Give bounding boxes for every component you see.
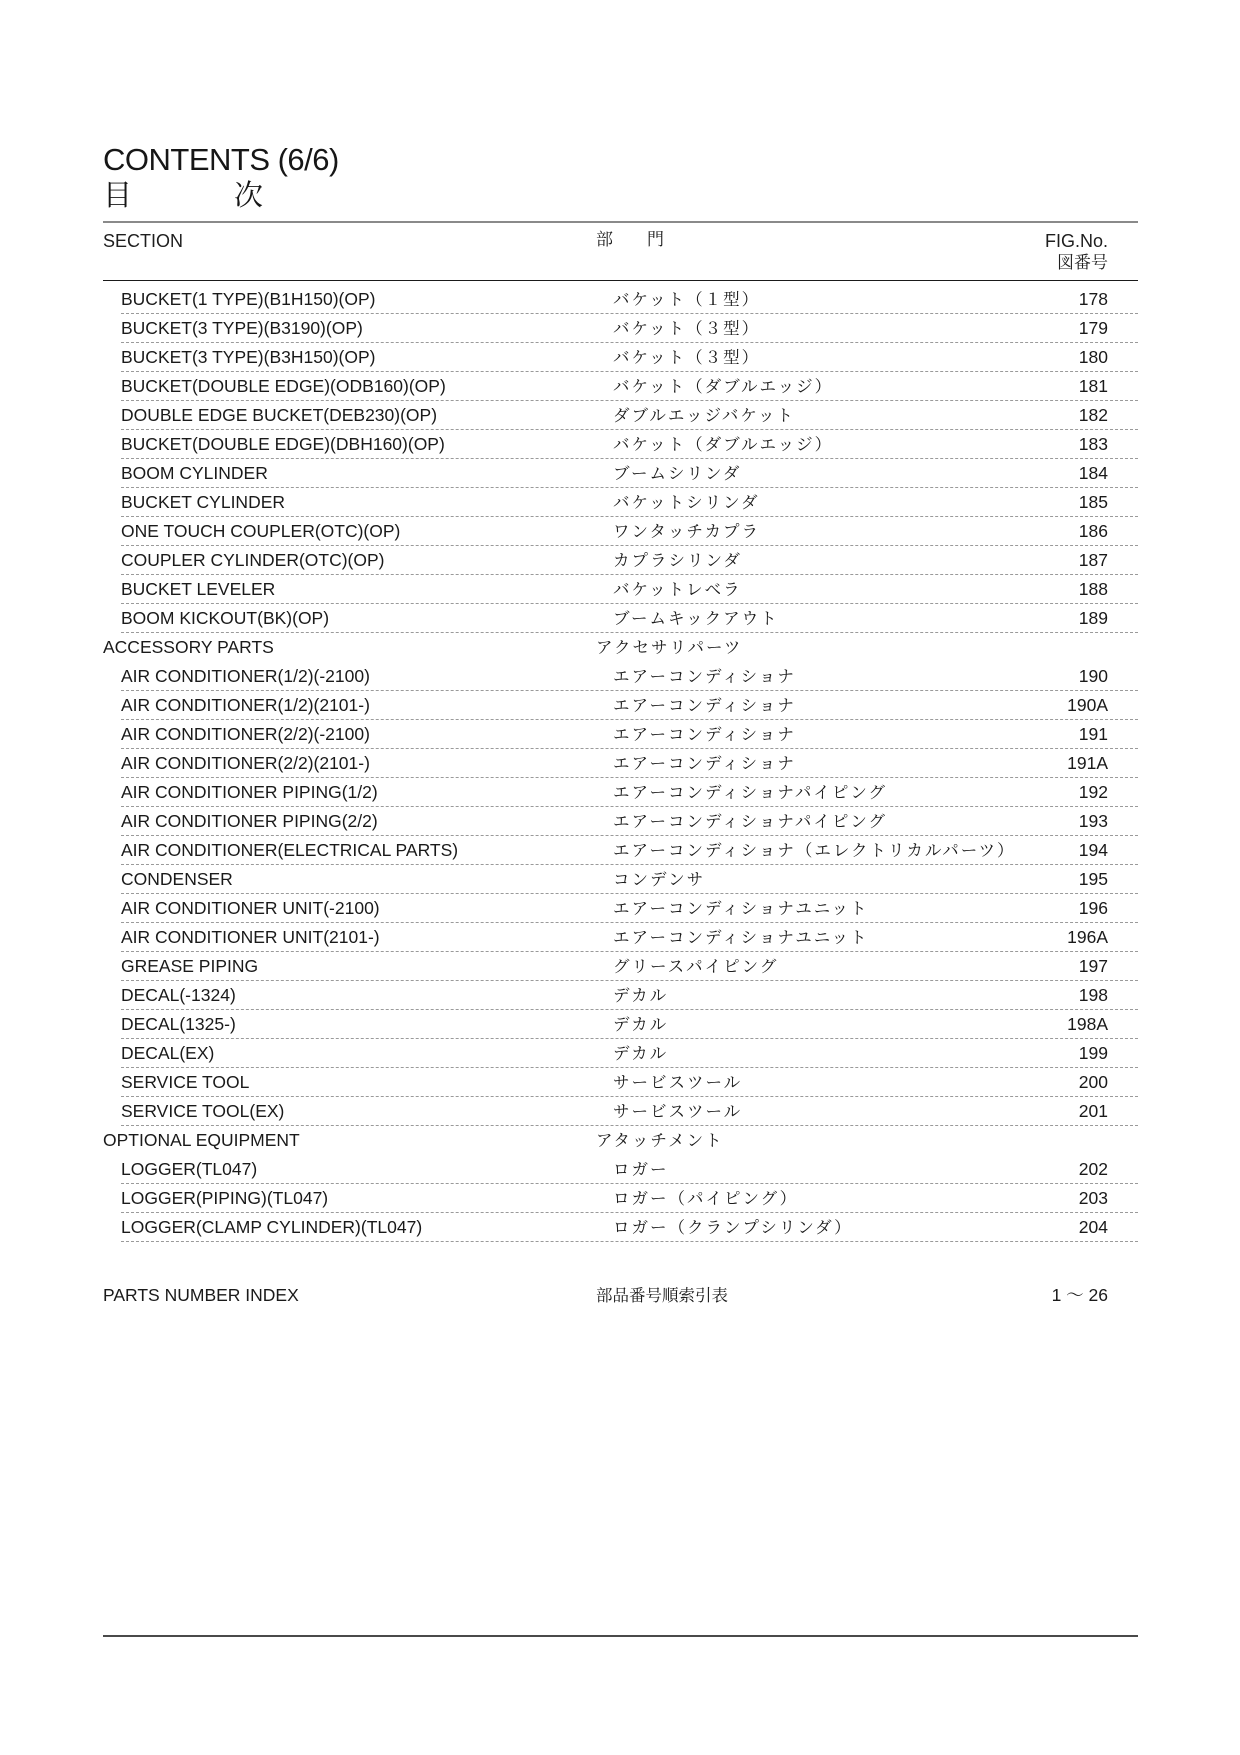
entry-title: AIR CONDITIONER UNIT(2101-) [121,927,380,947]
entry-title-japanese: エアーコンディショナパイピング [613,783,888,802]
toc-entry[interactable] [0,662,1240,691]
toc-entry[interactable] [0,430,1240,459]
entry-title-japanese: ブームシリンダ [613,464,742,483]
toc-entry[interactable] [0,459,1240,488]
entry-fig-number: 201 [1078,1101,1108,1121]
toc-group-heading [0,633,1240,662]
entry-fig-number: 182 [1078,405,1108,425]
toc-entry[interactable] [0,807,1240,836]
toc-entry[interactable] [0,546,1240,575]
page-title: CONTENTS (6/6) [103,142,339,177]
entry-title-japanese: エアーコンディショナユニット [613,928,869,947]
entry-title-japanese: バケット（ダブルエッジ） [613,435,834,454]
entry-title-japanese: カプラシリンダ [613,551,742,570]
entry-fig-number: 181 [1078,376,1108,396]
toc-entry[interactable] [0,575,1240,604]
entry-fig-number: 202 [1078,1159,1108,1179]
entry-title-japanese: デカル [613,1015,669,1034]
toc-entry[interactable] [0,1068,1240,1097]
entry-title: SERVICE TOOL [121,1072,250,1092]
entry-fig-number: 203 [1078,1188,1108,1208]
toc-entry[interactable] [0,691,1240,720]
entry-title: DECAL(1325-) [121,1014,236,1034]
entry-title: DECAL(-1324) [121,985,236,1005]
toc-entry[interactable] [0,865,1240,894]
column-header-jp-char-1: 部 [596,230,613,250]
entry-title: ACCESSORY PARTS [103,637,274,657]
entry-title: AIR CONDITIONER(1/2)(2101-) [121,695,370,715]
column-header-jp-char-2: 門 [647,230,664,250]
entry-title: BUCKET(DOUBLE EDGE)(ODB160)(OP) [121,376,446,396]
entry-title-japanese: エアーコンディショナ [613,754,796,773]
entry-fig-number: 189 [1078,608,1108,628]
toc-entry[interactable] [0,488,1240,517]
entry-title: LOGGER(CLAMP CYLINDER)(TL047) [121,1217,423,1237]
fig-no-label: FIG.No. [1044,231,1108,251]
toc-entry[interactable] [0,1010,1240,1039]
entry-title-japanese: バケット（３型） [613,319,761,338]
entry-title: BOOM KICKOUT(BK)(OP) [121,608,330,628]
toc-entry[interactable] [0,343,1240,372]
index-label-japanese: 部品番号順索引表 [596,1286,728,1305]
entry-fig-number: 190 [1078,666,1108,686]
entry-title-japanese: サービスツール [613,1102,743,1121]
entry-title-japanese: アタッチメント [596,1131,724,1150]
entry-title: BOOM CYLINDER [121,463,268,483]
entry-title-japanese: バケット（３型） [613,348,761,367]
entry-fig-number: 199 [1078,1043,1108,1063]
entry-title-japanese: アクセサリパーツ [596,638,743,657]
parts-number-index-row[interactable] [0,1281,1240,1310]
entry-fig-number: 195 [1078,869,1108,889]
entry-title-japanese: デカル [613,1044,669,1063]
entry-title: BUCKET LEVELER [121,579,276,599]
toc-entry[interactable] [0,401,1240,430]
toc-entry[interactable] [0,981,1240,1010]
entry-title: LOGGER(TL047) [121,1159,258,1179]
entry-fig-number: 179 [1078,318,1108,338]
entry-fig-number: 197 [1078,956,1108,976]
entry-title: AIR CONDITIONER UNIT(-2100) [121,898,380,918]
toc-entry[interactable] [0,778,1240,807]
page-title-japanese [103,178,263,212]
entry-title-japanese: バケットシリンダ [613,493,760,512]
toc-group-heading [0,1126,1240,1155]
entry-fig-number: 198 [1078,985,1108,1005]
entry-title: SERVICE TOOL(EX) [121,1101,285,1121]
entry-title-japanese: グリースパイピング [613,957,779,976]
entry-fig-number: 200 [1078,1072,1108,1092]
index-label: PARTS NUMBER INDEX [103,1285,299,1305]
entry-title: OPTIONAL EQUIPMENT [103,1130,300,1150]
entry-fig-number: 180 [1078,347,1108,367]
entry-fig-number: 183 [1078,434,1108,454]
entry-fig-number: 196A [1067,927,1108,947]
entry-fig-number: 185 [1078,492,1108,512]
toc-entry[interactable] [0,749,1240,778]
toc-entry[interactable] [0,1097,1240,1126]
toc-entry[interactable] [0,1184,1240,1213]
entry-title-japanese: エアーコンディショナ [613,667,796,686]
entry-fig-number: 193 [1078,811,1108,831]
entry-fig-number: 194 [1078,840,1108,860]
toc-entry[interactable] [0,314,1240,343]
entry-title-japanese: バケット（１型） [613,290,761,309]
toc-entry[interactable] [0,285,1240,314]
column-header-fig-no [1045,230,1108,274]
entry-fig-number: 191 [1078,724,1108,744]
table-of-contents [0,285,1240,1242]
toc-entry[interactable] [0,923,1240,952]
entry-title: DOUBLE EDGE BUCKET(DEB230)(OP) [121,405,438,425]
entry-title-japanese: サービスツール [613,1073,743,1092]
entry-fig-number: 191A [1067,753,1108,773]
bottom-divider [103,1635,1138,1637]
entry-title: BUCKET CYLINDER [121,492,286,512]
header-divider [103,280,1138,281]
top-divider [103,221,1138,223]
entry-title-japanese: ワンタッチカプラ [613,522,761,541]
fig-no-label-japanese: 図番号 [1057,253,1108,273]
toc-entry[interactable] [0,952,1240,981]
entry-title-japanese: デカル [613,986,669,1005]
entry-title: AIR CONDITIONER(ELECTRICAL PARTS) [121,840,459,860]
toc-entry[interactable] [0,1039,1240,1068]
entry-title: AIR CONDITIONER(2/2)(-2100) [121,724,370,744]
entry-fig-number: 186 [1078,521,1108,541]
entry-title: AIR CONDITIONER PIPING(1/2) [121,782,378,802]
entry-title: LOGGER(PIPING)(TL047) [121,1188,329,1208]
entry-title: COUPLER CYLINDER(OTC)(OP) [121,550,385,570]
entry-fig-number: 188 [1078,579,1108,599]
entry-title: CONDENSER [121,869,233,889]
toc-entry[interactable] [0,836,1240,865]
entry-title-japanese: エアーコンディショナ（エレクトリカルパーツ） [613,841,1016,860]
entry-title: AIR CONDITIONER(1/2)(-2100) [121,666,370,686]
entry-fig-number: 198A [1067,1014,1108,1034]
entry-title-japanese: エアーコンディショナ [613,725,796,744]
entry-title-japanese: コンデンサ [613,870,706,889]
entry-title: ONE TOUCH COUPLER(OTC)(OP) [121,521,401,541]
entry-title: GREASE PIPING [121,956,259,976]
entry-title: AIR CONDITIONER PIPING(2/2) [121,811,378,831]
entry-title-japanese: ロガー [613,1160,669,1179]
toc-entry[interactable] [0,1155,1240,1184]
toc-entry[interactable] [0,517,1240,546]
entry-title-japanese: ダブルエッジバケット [613,406,796,425]
entry-title-japanese: エアーコンディショナパイピング [613,812,888,831]
entry-title-japanese: ロガー（クランプシリンダ） [613,1218,853,1237]
toc-entry[interactable] [0,894,1240,923]
index-page-range: 1 ～ 26 [1051,1285,1108,1305]
entry-title: BUCKET(1 TYPE)(B1H150)(OP) [121,289,376,309]
entry-title: BUCKET(3 TYPE)(B3190)(OP) [121,318,363,338]
toc-entry[interactable] [0,372,1240,401]
toc-entry[interactable] [0,1213,1240,1242]
toc-entry[interactable] [0,720,1240,749]
entry-title-japanese: エアーコンディショナ [613,696,796,715]
entry-title-japanese: エアーコンディショナユニット [613,899,869,918]
entry-fig-number: 196 [1078,898,1108,918]
title-jp-char-1: 目 [103,178,133,212]
entry-fig-number: 187 [1078,550,1108,570]
entry-title: AIR CONDITIONER(2/2)(2101-) [121,753,370,773]
column-header-japanese [596,229,664,251]
entry-title: BUCKET(3 TYPE)(B3H150)(OP) [121,347,376,367]
entry-fig-number: 190A [1067,695,1108,715]
entry-title-japanese: バケット（ダブルエッジ） [613,377,834,396]
entry-fig-number: 184 [1078,463,1108,483]
entry-fig-number: 192 [1078,782,1108,802]
column-header-section: SECTION [103,231,184,251]
entry-fig-number: 178 [1078,289,1108,309]
entry-title-japanese: ロガー（パイピング） [613,1189,799,1208]
entry-title-japanese: ブームキックアウト [613,609,779,628]
entry-title: BUCKET(DOUBLE EDGE)(DBH160)(OP) [121,434,445,454]
entry-title: DECAL(EX) [121,1043,215,1063]
toc-entry[interactable] [0,604,1240,633]
entry-title-japanese: バケットレベラ [613,580,742,599]
title-jp-char-2: 次 [234,178,264,212]
entry-fig-number: 204 [1078,1217,1108,1237]
